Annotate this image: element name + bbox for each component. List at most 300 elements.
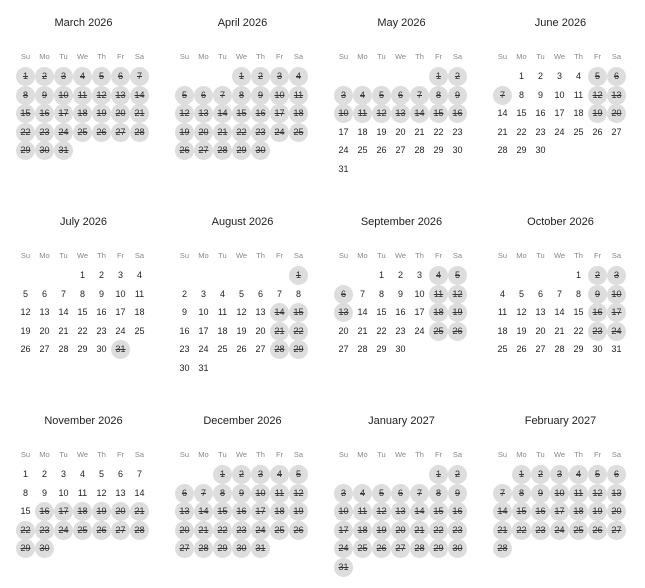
day-cell-available[interactable]: 6 [41, 288, 47, 299]
day-cell-available[interactable]: 18 [497, 325, 508, 336]
day-cell-available[interactable]: 28 [497, 145, 508, 156]
day-cell-available[interactable]: 15 [20, 506, 31, 517]
day-cell-available[interactable]: 4 [575, 71, 581, 81]
day-cell-unavailable: 12 [92, 86, 111, 105]
day-cell-unavailable: 16 [588, 303, 607, 322]
day-cell-available[interactable]: 20 [395, 126, 406, 137]
day-cell-available[interactable]: 2 [41, 469, 47, 479]
day-cell-available[interactable]: 14 [554, 307, 565, 318]
day-cell-unavailable: 8 [232, 86, 251, 105]
day-cell-unavailable: 19 [588, 104, 607, 123]
day-cell-unavailable: 15 [16, 104, 35, 123]
day-cell-unavailable: 25 [569, 521, 588, 540]
weekday-header [493, 52, 626, 62]
day-cell-available[interactable]: 15 [516, 108, 527, 119]
day-cell-unavailable: 1 [429, 67, 448, 86]
day-cell-available[interactable]: 14 [58, 307, 69, 318]
weekday-label: Su [179, 450, 190, 459]
month-title: November 2026 [44, 415, 123, 427]
weekday-label: We [76, 52, 89, 61]
day-cell-available[interactable]: 10 [198, 307, 209, 318]
day-cell-available[interactable]: 21 [58, 325, 69, 336]
day-cell-available[interactable]: 27 [338, 344, 349, 355]
weekday-label: Tu [59, 251, 68, 260]
day-cell-unavailable: 22 [289, 322, 308, 341]
day-cell-available[interactable]: 3 [416, 270, 422, 280]
day-cell-unavailable: 18 [73, 104, 92, 123]
weekday-label: Su [179, 52, 190, 61]
weekday-label: Mo [39, 52, 50, 61]
weekday-label: Mo [357, 52, 368, 61]
weekday-label: Mo [198, 450, 209, 459]
weekday-label: Fr [434, 52, 443, 61]
day-cell-available[interactable]: 20 [338, 325, 349, 336]
day-cell-unavailable: 16 [232, 502, 251, 521]
day-cell-available[interactable]: 12 [96, 487, 107, 498]
weekday-label: Sa [293, 52, 304, 61]
day-cell-available[interactable]: 30 [592, 344, 603, 355]
month-title: December 2026 [203, 415, 282, 427]
day-cell-available[interactable]: 7 [276, 288, 282, 299]
day-cell-unavailable: 23 [448, 521, 467, 540]
day-cell-unavailable: 18 [270, 502, 289, 521]
day-cell-unavailable: 30 [35, 539, 54, 558]
day-cell-unavailable: 4 [569, 465, 588, 484]
day-cell-available[interactable]: 19 [20, 325, 31, 336]
day-cell-available[interactable]: 30 [96, 344, 107, 355]
day-cell-unavailable: 9 [448, 86, 467, 105]
weekday-label: Mo [516, 450, 527, 459]
day-cell-unavailable: 3 [334, 86, 353, 105]
day-cell-unavailable: 23 [35, 123, 54, 142]
day-cell-unavailable: 2 [448, 465, 467, 484]
weekday-label: Fr [434, 251, 443, 260]
day-cell-available[interactable]: 6 [117, 469, 123, 479]
day-cell-unavailable: 10 [550, 484, 569, 503]
month-title: June 2026 [534, 17, 587, 29]
weekday-label: We [235, 52, 248, 61]
day-cell-available[interactable]: 23 [179, 344, 190, 355]
day-cell-available[interactable]: 10 [58, 487, 69, 498]
day-cell-available[interactable]: 13 [115, 487, 126, 498]
day-cell-available[interactable]: 9 [181, 307, 187, 318]
day-cell-available[interactable]: 3 [60, 469, 66, 479]
weekday-label: Su [338, 52, 349, 61]
day-cell-available[interactable]: 16 [535, 108, 546, 119]
day-cell-unavailable: 15 [213, 502, 232, 521]
day-cell-available[interactable]: 3 [117, 270, 123, 280]
day-cell-unavailable: 14 [270, 303, 289, 322]
weekday-label: Tu [59, 52, 68, 61]
weekday-label: Sa [452, 450, 463, 459]
weekday-header [175, 450, 308, 460]
day-cell-available[interactable]: 30 [395, 344, 406, 355]
day-cell-available[interactable]: 11 [77, 487, 88, 498]
weekday-label: Th [415, 450, 424, 459]
day-cell-available[interactable]: 25 [134, 325, 145, 336]
day-cell-available[interactable]: 15 [573, 307, 584, 318]
weekday-label: Tu [536, 450, 545, 459]
day-cell-unavailable: 24 [54, 123, 73, 142]
day-cell-available[interactable]: 26 [516, 344, 527, 355]
weekday-label: Th [574, 251, 583, 260]
day-cell-unavailable: 13 [194, 104, 213, 123]
day-cell-available[interactable]: 18 [573, 108, 584, 119]
day-cell-available[interactable]: 14 [134, 487, 145, 498]
weekday-header [175, 251, 308, 261]
day-cell-unavailable: 20 [111, 502, 130, 521]
day-cell-available[interactable]: 8 [518, 89, 524, 100]
day-cell-unavailable: 21 [493, 521, 512, 540]
weekday-label: We [235, 450, 248, 459]
month-title: March 2026 [54, 17, 113, 29]
day-cell-unavailable: 21 [130, 104, 149, 123]
day-cell-available[interactable]: 22 [516, 126, 527, 137]
weekday-label: Su [179, 251, 190, 260]
day-cell-available[interactable]: 23 [535, 126, 546, 137]
month-april-2026 [175, 0, 310, 190]
weekday-label: Sa [611, 450, 622, 459]
day-cell-available[interactable]: 3 [200, 288, 206, 299]
day-cell-unavailable: 12 [289, 484, 308, 503]
day-cell-unavailable: 4 [353, 484, 372, 503]
day-cell-unavailable: 26 [92, 123, 111, 142]
day-cell-unavailable: 20 [607, 502, 626, 521]
day-cell-unavailable: 15 [232, 104, 251, 123]
day-cell-unavailable: 9 [251, 86, 270, 105]
day-cell-available[interactable]: 26 [20, 344, 31, 355]
day-cell-available[interactable]: 24 [198, 344, 209, 355]
day-cell-available[interactable]: 20 [39, 325, 50, 336]
day-cell-available[interactable]: 29 [376, 344, 387, 355]
day-cell-available[interactable]: 21 [414, 126, 425, 137]
day-cell-unavailable: 5 [588, 67, 607, 86]
day-cell-unavailable: 11 [569, 484, 588, 503]
day-cell-available[interactable]: 19 [236, 325, 247, 336]
day-cell-available[interactable]: 23 [96, 325, 107, 336]
day-cell-unavailable: 5 [92, 67, 111, 86]
day-cell-available[interactable]: 23 [452, 126, 463, 137]
day-cell-unavailable: 11 [289, 86, 308, 105]
day-cell-unavailable: 10 [251, 484, 270, 503]
day-cell-available[interactable]: 13 [535, 307, 546, 318]
day-cell-available[interactable]: 27 [395, 145, 406, 156]
day-cell-unavailable: 28 [130, 521, 149, 540]
day-cell-available[interactable]: 18 [217, 325, 228, 336]
day-cell-available[interactable]: 2 [181, 288, 187, 299]
day-cell-available[interactable]: 24 [115, 325, 126, 336]
day-cell-unavailable: 6 [111, 67, 130, 86]
day-cell-available[interactable]: 25 [573, 126, 584, 137]
day-cell-available[interactable]: 19 [516, 325, 527, 336]
day-cell-unavailable: 25 [73, 123, 92, 142]
weekday-label: Su [20, 450, 31, 459]
day-cell-available[interactable]: 17 [198, 325, 209, 336]
month-february-2027 [493, 398, 628, 588]
weekday-label: Fr [593, 52, 602, 61]
day-cell-available[interactable]: 16 [179, 325, 190, 336]
day-cell-unavailable: 7 [493, 484, 512, 503]
day-cell-available[interactable]: 12 [516, 307, 527, 318]
day-cell-unavailable: 2 [35, 67, 54, 86]
day-cell-unavailable: 20 [175, 521, 194, 540]
weekday-header [334, 52, 467, 62]
day-cell-unavailable: 3 [334, 484, 353, 503]
day-cell-available[interactable]: 22 [77, 325, 88, 336]
day-cell-unavailable: 1 [512, 465, 531, 484]
day-cell-available[interactable]: 14 [497, 108, 508, 119]
weekday-label: Tu [377, 450, 386, 459]
month-march-2026 [16, 0, 151, 190]
day-cell-available[interactable]: 2 [397, 270, 403, 280]
weekday-label: Th [415, 52, 424, 61]
day-cell-available[interactable]: 26 [236, 344, 247, 355]
day-cell-unavailable: 22 [232, 123, 251, 142]
day-cell-available[interactable]: 18 [357, 126, 368, 137]
day-cell-available[interactable]: 28 [414, 145, 425, 156]
day-cell-available[interactable]: 24 [338, 145, 349, 156]
day-cell-available[interactable]: 25 [497, 344, 508, 355]
day-cell-unavailable: 6 [175, 484, 194, 503]
day-cell-available[interactable]: 7 [136, 469, 142, 479]
day-cell-available[interactable]: 27 [39, 344, 50, 355]
day-cell-available[interactable]: 8 [295, 288, 301, 299]
day-cell-unavailable: 30 [448, 539, 467, 558]
day-cell-unavailable: 23 [35, 521, 54, 540]
day-cell-unavailable: 27 [175, 539, 194, 558]
day-cell-available[interactable]: 6 [257, 288, 263, 299]
day-cell-unavailable: 28 [213, 141, 232, 160]
weekday-label: Th [256, 251, 265, 260]
day-cell-unavailable: 4 [353, 86, 372, 105]
day-cell-unavailable: 9 [35, 86, 54, 105]
day-cell-unavailable: 28 [194, 539, 213, 558]
day-cell-unavailable: 17 [334, 521, 353, 540]
day-cell-available[interactable]: 17 [115, 307, 126, 318]
day-cell-unavailable: 29 [16, 539, 35, 558]
day-cell-unavailable: 7 [194, 484, 213, 503]
day-cell-available[interactable]: 31 [198, 363, 209, 373]
day-cell-available[interactable]: 19 [376, 126, 387, 137]
weekday-label: Th [97, 450, 106, 459]
day-cell-available[interactable]: 24 [414, 325, 425, 336]
day-cell-available[interactable]: 21 [554, 325, 565, 336]
weekday-label: Tu [536, 52, 545, 61]
day-cell-unavailable: 23 [251, 123, 270, 142]
day-cell-available[interactable]: 17 [414, 307, 425, 318]
day-cell-unavailable: 24 [607, 322, 626, 341]
day-cell-available[interactable]: 25 [217, 344, 228, 355]
day-cell-available[interactable]: 1 [79, 270, 85, 280]
day-cell-available[interactable]: 4 [79, 469, 85, 479]
day-cell-unavailable: 26 [92, 521, 111, 540]
day-cell-available[interactable]: 8 [22, 487, 28, 498]
month-october-2026 [493, 199, 628, 389]
day-cell-unavailable: 19 [92, 502, 111, 521]
day-cell-unavailable: 5 [448, 266, 467, 285]
day-cell-unavailable: 22 [213, 521, 232, 540]
day-cell-available[interactable]: 13 [39, 307, 50, 318]
day-cell-unavailable: 19 [372, 521, 391, 540]
day-cell-unavailable: 8 [512, 484, 531, 503]
day-cell-available[interactable]: 29 [77, 344, 88, 355]
day-cell-available[interactable]: 31 [338, 164, 349, 174]
day-cell-available[interactable]: 30 [179, 363, 190, 373]
day-cell-available[interactable]: 1 [575, 270, 581, 280]
day-cell-available[interactable]: 23 [395, 325, 406, 336]
day-cell-available[interactable]: 9 [41, 487, 47, 498]
day-cell-unavailable: 6 [607, 67, 626, 86]
day-cell-unavailable: 3 [550, 465, 569, 484]
day-cell-available[interactable]: 2 [537, 71, 543, 81]
weekday-label: Su [497, 251, 508, 260]
day-cell-available[interactable]: 11 [573, 89, 584, 100]
day-cell-available[interactable]: 22 [573, 325, 584, 336]
day-cell-available[interactable]: 29 [516, 145, 527, 156]
day-cell-unavailable: 21 [130, 502, 149, 521]
day-cell-available[interactable]: 8 [79, 288, 85, 299]
day-cell-available[interactable]: 10 [115, 288, 126, 299]
day-cell-available[interactable]: 25 [357, 145, 368, 156]
day-cell-available[interactable]: 15 [77, 307, 88, 318]
weekday-label: Su [20, 251, 31, 260]
day-cell-available[interactable]: 31 [611, 344, 622, 355]
day-cell-unavailable: 24 [550, 521, 569, 540]
day-cell-unavailable: 12 [372, 502, 391, 521]
day-cell-available[interactable]: 9 [537, 89, 543, 100]
day-cell-available[interactable]: 5 [238, 288, 244, 299]
day-cell-unavailable: 22 [512, 521, 531, 540]
day-cell-available[interactable]: 20 [255, 325, 266, 336]
day-cell-available[interactable]: 18 [134, 307, 145, 318]
weekday-header [16, 52, 149, 62]
day-cell-unavailable: 17 [54, 502, 73, 521]
day-cell-available[interactable]: 20 [535, 325, 546, 336]
day-cell-available[interactable]: 5 [518, 288, 524, 299]
day-cell-available[interactable]: 29 [573, 344, 584, 355]
day-cell-available[interactable]: 21 [357, 325, 368, 336]
day-cell-available[interactable]: 11 [134, 288, 145, 299]
day-cell-available[interactable]: 8 [575, 288, 581, 299]
day-cell-unavailable: 6 [334, 285, 353, 304]
day-cell-available[interactable]: 15 [376, 307, 387, 318]
day-cell-available[interactable]: 7 [359, 288, 365, 299]
day-cell-available[interactable]: 17 [554, 108, 565, 119]
day-cell-available[interactable]: 10 [554, 89, 565, 100]
day-cell-available[interactable]: 4 [219, 288, 225, 299]
day-cell-available[interactable]: 29 [433, 145, 444, 156]
day-cell-available[interactable]: 12 [236, 307, 247, 318]
day-cell-unavailable: 16 [251, 104, 270, 123]
day-cell-available[interactable]: 16 [395, 307, 406, 318]
day-cell-available[interactable]: 1 [22, 469, 28, 479]
day-cell-available[interactable]: 1 [378, 270, 384, 280]
day-cell-available[interactable]: 24 [554, 126, 565, 137]
day-cell-available[interactable]: 26 [376, 145, 387, 156]
weekday-label: Fr [116, 251, 125, 260]
day-cell-unavailable: 14 [410, 104, 429, 123]
day-cell-unavailable: 14 [130, 86, 149, 105]
weekday-label: Fr [434, 450, 443, 459]
day-cell-unavailable: 7 [410, 484, 429, 503]
day-cell-available[interactable]: 30 [535, 145, 546, 156]
day-cell-available[interactable]: 28 [58, 344, 69, 355]
day-cell-unavailable: 8 [16, 86, 35, 105]
day-cell-available[interactable]: 27 [611, 126, 622, 137]
day-cell-available[interactable]: 10 [414, 288, 425, 299]
weekday-label: Mo [516, 251, 527, 260]
day-cell-unavailable: 7 [130, 67, 149, 86]
day-cell-available[interactable]: 16 [96, 307, 107, 318]
day-cell-available[interactable]: 7 [60, 288, 66, 299]
day-cell-available[interactable]: 5 [22, 288, 28, 299]
day-cell-available[interactable]: 4 [499, 288, 505, 299]
month-december-2026 [175, 398, 310, 588]
month-september-2026 [334, 199, 469, 389]
day-cell-available[interactable]: 5 [98, 469, 104, 479]
day-cell-available[interactable]: 12 [20, 307, 31, 318]
day-cell-available[interactable]: 8 [378, 288, 384, 299]
day-cell-unavailable: 28 [410, 539, 429, 558]
day-cell-available[interactable]: 1 [518, 71, 524, 81]
weekday-label: Su [497, 52, 508, 61]
day-cell-available[interactable]: 4 [136, 270, 142, 280]
day-cell-available[interactable]: 26 [592, 126, 603, 137]
day-cell-unavailable: 11 [353, 502, 372, 521]
day-cell-unavailable: 26 [372, 539, 391, 558]
day-cell-available[interactable]: 11 [217, 307, 228, 318]
month-title: August 2026 [211, 216, 274, 228]
weekday-label: Sa [293, 251, 304, 260]
day-cell-unavailable: 17 [550, 502, 569, 521]
day-cell-available[interactable]: 9 [397, 288, 403, 299]
day-cell-available[interactable]: 27 [535, 344, 546, 355]
weekday-label: Mo [39, 251, 50, 260]
day-cell-unavailable: 26 [175, 141, 194, 160]
day-cell-available[interactable]: 30 [452, 145, 463, 156]
day-cell-unavailable: 6 [607, 465, 626, 484]
weekday-header [16, 251, 149, 261]
day-cell-available[interactable]: 11 [497, 307, 508, 318]
day-cell-available[interactable]: 9 [98, 288, 104, 299]
day-cell-available[interactable]: 2 [98, 270, 104, 280]
day-cell-unavailable: 28 [130, 123, 149, 142]
day-cell-unavailable: 15 [289, 303, 308, 322]
day-cell-available[interactable]: 28 [357, 344, 368, 355]
day-cell-unavailable: 1 [213, 465, 232, 484]
day-cell-unavailable: 19 [92, 104, 111, 123]
day-cell-available[interactable]: 21 [497, 126, 508, 137]
day-cell-unavailable: 12 [175, 104, 194, 123]
day-cell-unavailable: 12 [372, 104, 391, 123]
day-cell-unavailable: 9 [448, 484, 467, 503]
day-cell-unavailable: 8 [429, 86, 448, 105]
weekday-label: Fr [593, 251, 602, 260]
day-cell-available[interactable]: 3 [556, 71, 562, 81]
day-cell-available[interactable]: 17 [338, 126, 349, 137]
day-cell-unavailable: 29 [213, 539, 232, 558]
day-cell-available[interactable]: 13 [255, 307, 266, 318]
day-cell-available[interactable]: 7 [556, 288, 562, 299]
day-cell-unavailable: 28 [493, 539, 512, 558]
day-cell-available[interactable]: 27 [255, 344, 266, 355]
day-cell-available[interactable]: 28 [554, 344, 565, 355]
day-cell-available[interactable]: 22 [376, 325, 387, 336]
day-cell-available[interactable]: 14 [357, 307, 368, 318]
day-cell-available[interactable]: 22 [433, 126, 444, 137]
day-cell-available[interactable]: 6 [537, 288, 543, 299]
month-title: April 2026 [217, 17, 268, 29]
